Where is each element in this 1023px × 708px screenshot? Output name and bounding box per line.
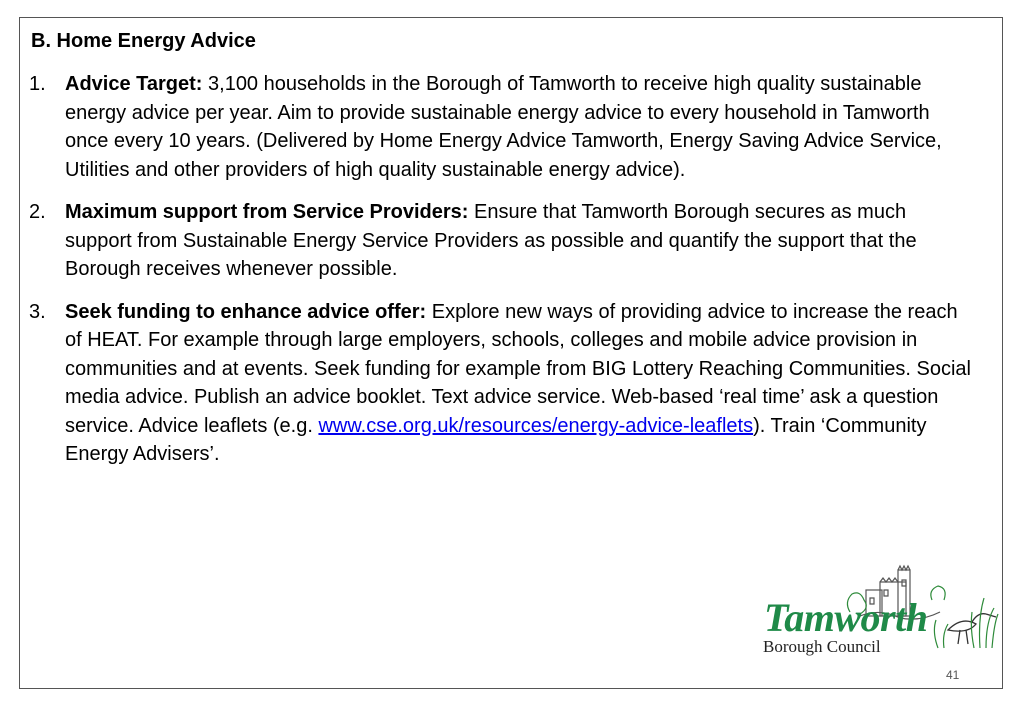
- list-item: [29, 198, 974, 284]
- list-item: [29, 70, 974, 184]
- item-number: 2.: [29, 201, 46, 223]
- item-number: 3.: [29, 300, 46, 323]
- item-text: Ensure that Tamworth Borough secures as much support from Sustainable Energy Service Providers as possible and quantify the support that the Borough receives whenever possible.: [65, 201, 917, 280]
- logo-wordmark: Tamworth: [764, 595, 928, 640]
- list-item: [29, 298, 974, 469]
- item-lead: Maximum support from Service Providers:: [65, 201, 469, 223]
- item-lead: Advice Target:: [65, 73, 203, 95]
- tamworth-logo: [760, 560, 1000, 660]
- item-text: Explore new ways of providing advice to increase the reach of HEAT. For example through large employers, schools, colleges and mobile advice provision in communities and at events. Seek funding for example from BIG Lottery Reaching Communities. Social media advice. Publish an advice booklet. Text advice service. Web-based ‘real time’ ask a question service. Advice leaflets (e.g.: [65, 300, 971, 437]
- advice-leaflets-link[interactable]: www.cse.org.uk/resources/energy-advice-leaflets: [318, 414, 754, 437]
- item-lead: Seek funding to enhance advice offer:: [65, 300, 427, 323]
- item-number: 1.: [29, 73, 46, 95]
- advice-list: [29, 70, 974, 483]
- item-text: 3,100 households in the Borough of Tamworth to receive high quality sustainable energy advice per year. Aim to provide sustainable energy advice to every household in Tamworth once every 10 years. (Delivered by Home Energy Advice Tamworth, Energy Saving Advice Service, Utilities and other providers of high quality sustainable energy advice).: [65, 73, 942, 181]
- page-number: 41: [946, 668, 960, 682]
- item-text: ). Train ‘Community Energy Advisers’.: [65, 414, 927, 465]
- section-heading: B. Home Energy Advice: [31, 30, 256, 52]
- logo-subtitle: Borough Council: [763, 637, 881, 656]
